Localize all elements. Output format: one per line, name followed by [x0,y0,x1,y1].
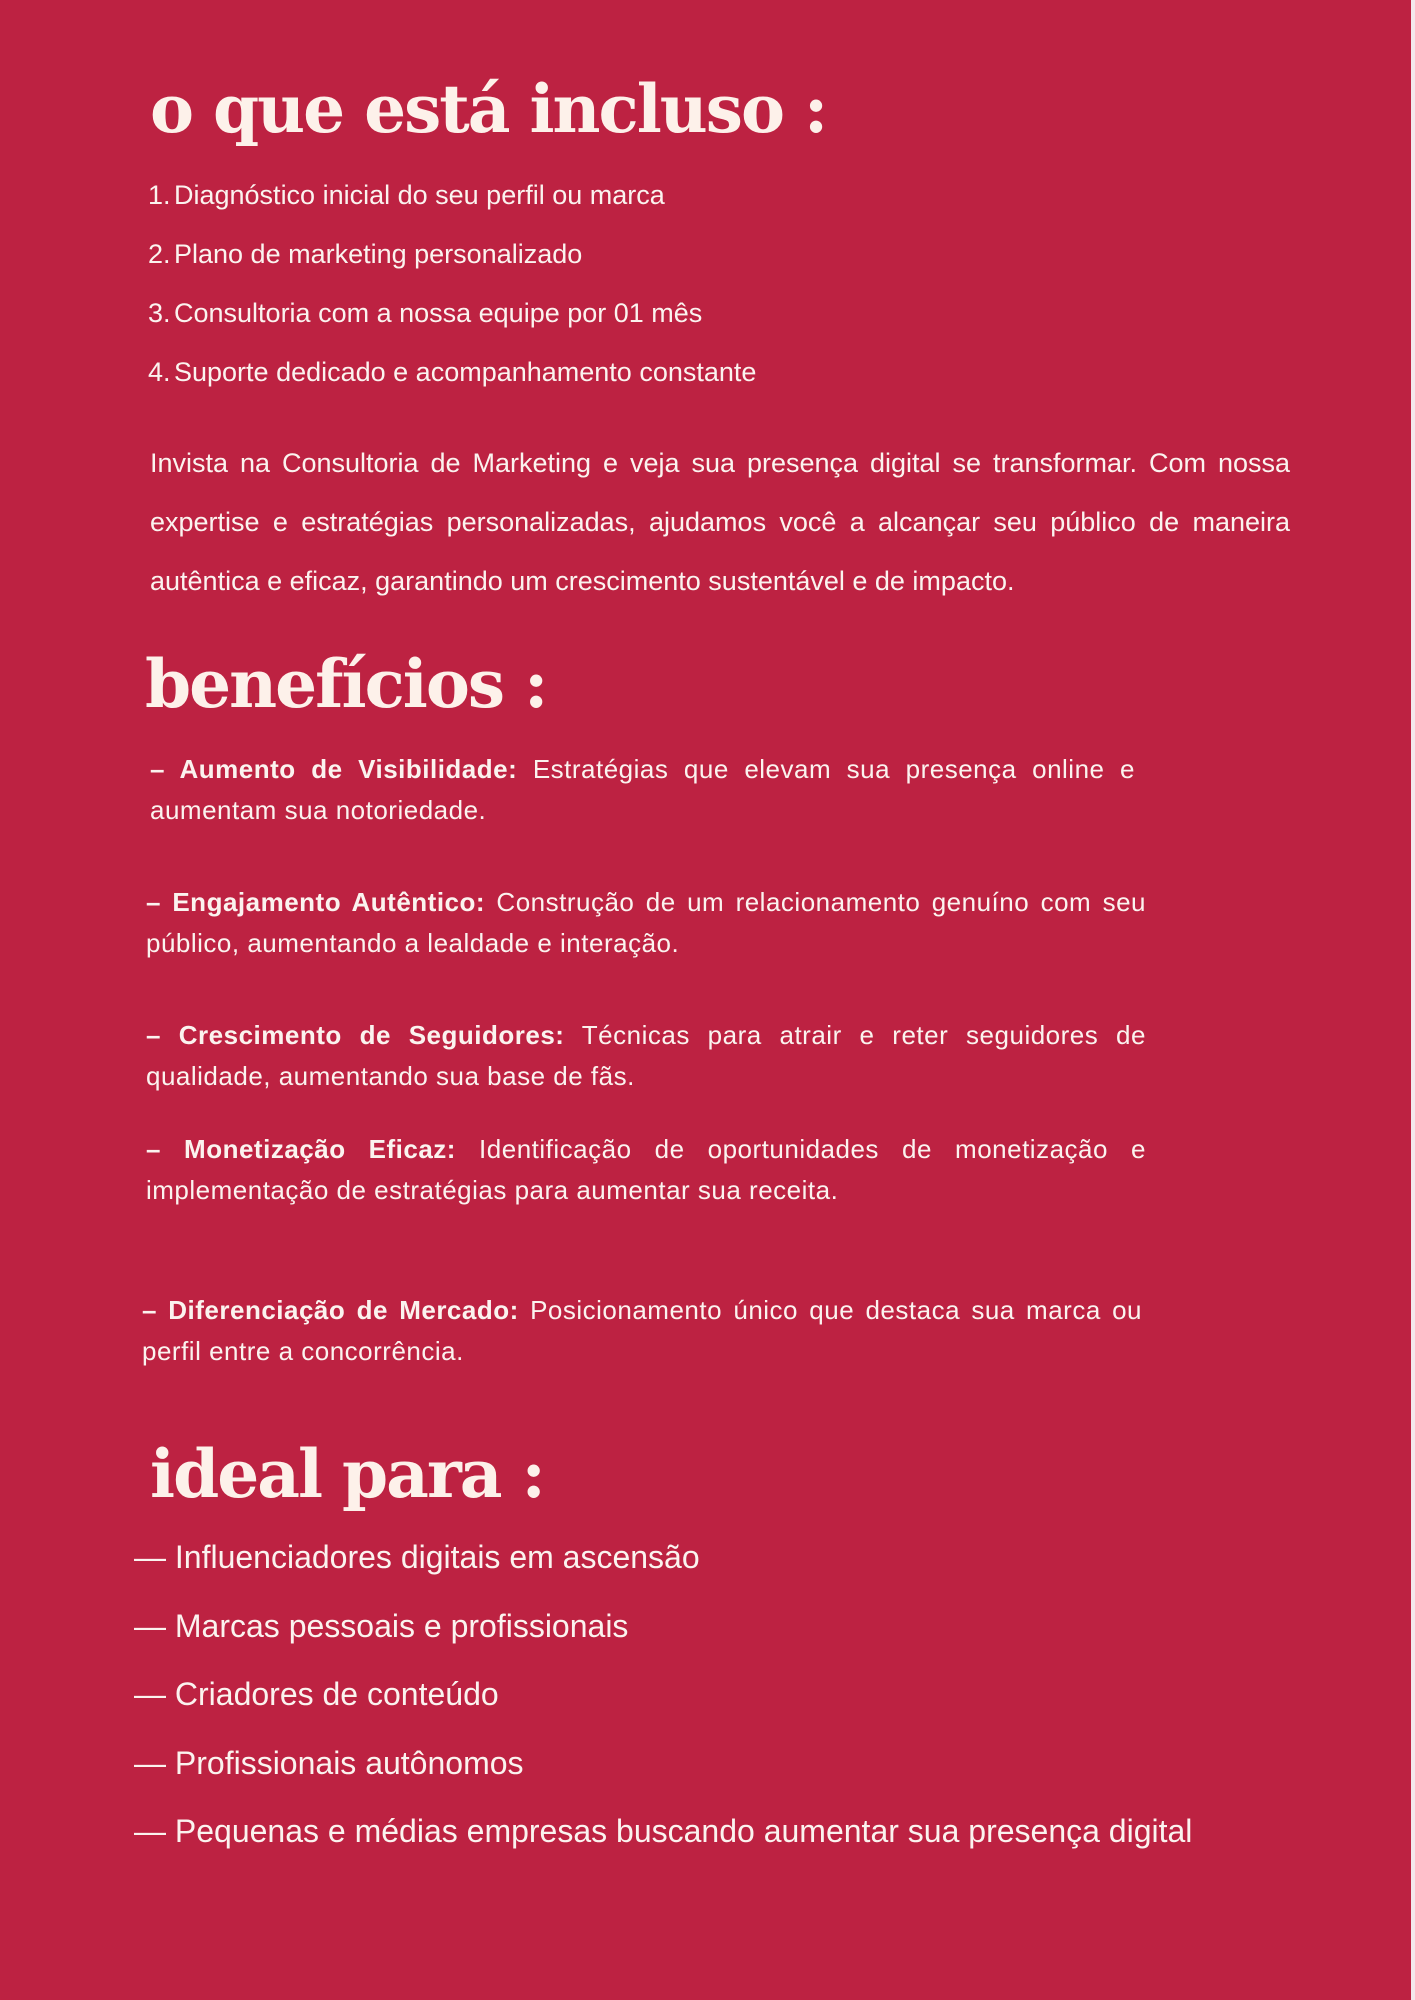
list-item-number: 4. [148,357,171,387]
benefit-label: – Crescimento de Seguidores: [146,1020,565,1050]
list-item-number: 3. [148,298,171,328]
list-item-text: Consultoria com a nossa equipe por 01 mês [174,298,703,328]
list-item-text: Diagnóstico inicial do seu perfil ou marca [174,180,665,210]
list-item: — Influenciadores digitais em ascensão [134,1539,700,1575]
list-item [148,172,756,231]
benefit-text: Técnicas para atrair e reter seguidores de qualidade, aumentando sua base de fãs. [146,1020,1146,1091]
list-item-number: 1. [148,180,171,210]
benefit-item [146,1129,1146,1211]
benefit-text: Construção de um relacionamento genuíno com seu público, aumentando a lealdade e interação. [146,887,1146,958]
list-item-text: Plano de marketing personalizado [174,239,583,269]
page-edge [1411,0,1415,2000]
benefit-item [150,749,1135,831]
benefits-heading: benefícios : [145,645,547,723]
benefit-item [146,1015,1146,1097]
list-item [148,290,756,349]
benefit-text: Posicionamento único que destaca sua marca ou perfil entre a concorrência. [142,1295,1142,1366]
benefit-item [142,1290,1142,1372]
list-item [148,231,756,290]
included-list [148,172,756,408]
list-item [148,349,756,408]
benefit-text: Identificação de oportunidades de monetização e implementação de estratégias para aumentar sua receita. [146,1134,1147,1205]
list-item: — Criadores de conteúdo [134,1676,499,1712]
list-item-text: Suporte dedicado e acompanhamento constante [174,357,757,387]
benefit-label: – Aumento de Visibilidade: [150,754,518,784]
ideal-list [134,1528,1192,1871]
benefit-text: Estratégias que elevam sua presença online e aumentam sua notoriedade. [150,754,1136,825]
list-item-number: 2. [148,239,171,269]
ideal-heading: ideal para : [150,1435,544,1513]
included-heading: o que está incluso : [150,70,827,148]
benefit-label: – Monetização Eficaz: [146,1134,456,1164]
benefit-label: – Engajamento Autêntico: [146,887,486,917]
benefit-label: – Diferenciação de Mercado: [142,1295,519,1325]
benefit-item [146,882,1146,964]
intro-paragraph: Invista na Consultoria de Marketing e veja sua presença digital se transformar. Com nossa expertise e estratégias personalizadas, ajudamos você a alcançar seu público de maneira autêntica e eficaz, garantindo um crescimento sustentável e de impacto. [150,448,1290,596]
list-item: — Marcas pessoais e profissionais [134,1607,629,1644]
list-item: — Profissionais autônomos [134,1744,524,1781]
list-item: — Pequenas e médias empresas buscando aumentar sua presença digital [134,1813,1193,1849]
